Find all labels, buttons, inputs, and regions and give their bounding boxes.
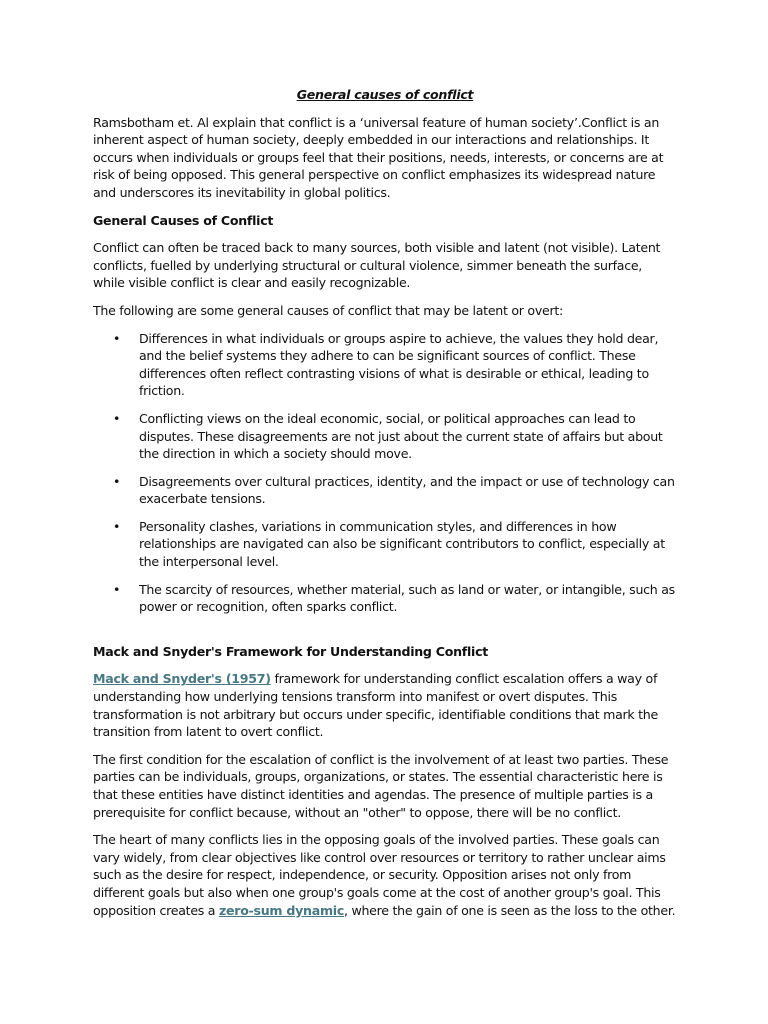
framework-paragraph [93, 670, 677, 740]
mack-snyder-citation-link[interactable]: Mack and Snyder's (1957) [93, 671, 271, 687]
conflict-sources-paragraph: Conflict can often be traced back to many sources, both visible and latent (not visible). Latent conflicts, fuelled by underlying structural or cultural violence, simmer beneath the surface, while visible conflict is clear and easily recognizable. [93, 240, 661, 291]
opposing-goals-paragraph [93, 831, 677, 919]
zero-sum-dynamic-link[interactable]: zero-sum dynamic [218, 902, 345, 918]
opposing-goals-text-end: , where the gain of one is seen as the loss to the other. [344, 902, 676, 918]
document-title: General causes of conflict [296, 87, 474, 102]
document-page [93, 86, 677, 929]
intro-paragraph: Ramsbotham et. Al explain that conflict is a ‘universal feature of human society’.Conflict is an inherent aspect of human society, deeply embedded in our interactions and relationships. It occurs when individuals or groups feel that their positions, needs, interests, or concerns are at risk of being opposed. This general perspective on conflict emphasizes its widespread nature and underscores its inevitability in global politics. [93, 114, 664, 200]
bullet-icon: • [113, 330, 121, 346]
list-item-text: Differences in what individuals or groups aspire to achieve, the values they hold dear, and the belief systems they adhere to can be significant sources of conflict. These differences often reflect contrasting visions of what is desirable or ethical, leading to friction. [139, 330, 659, 399]
section-heading-general-causes: General Causes of Conflict [93, 212, 274, 228]
list-item [93, 330, 677, 400]
list-item-text: Conflicting views on the ideal economic, social, or political approaches can lead to disputes. These disagreements are not just about the current state of affairs but about the direction in which a society should move. [139, 410, 663, 462]
list-item [93, 518, 677, 571]
bullet-icon: • [113, 518, 121, 534]
framework-paragraph-text: framework for understanding conflict escalation offers a way of understanding how underlying tensions transform into manifest or overt disputes. This transformation is not arbitrary but occurs under specific, identifiable conditions that mark the transition from latent to overt conflict. [93, 671, 658, 740]
causes-list [93, 330, 677, 616]
list-item-text: Personality clashes, variations in communication styles, and differences in how relationships are navigated can also be significant contributors to conflict, especially at the interpersonal level. [139, 518, 665, 570]
section-heading-mack-snyder: Mack and Snyder's Framework for Understanding Conflict [93, 643, 488, 659]
opposing-goals-text: The heart of many conflicts lies in the opposing goals of the involved parties. These goals can vary widely, from clear objectives like control over resources or territory to rather unclear aims such as the desire for respect, independence, or security. Opposition arises not only from different goals but also when one group's goals come at the cost of another group's goal. This opposition creates a [93, 832, 666, 918]
list-item-text: The scarcity of resources, whether material, such as land or water, or intangible, such as power or recognition, often sparks conflict. [139, 581, 675, 615]
bullet-icon: • [113, 473, 121, 489]
bullet-icon: • [113, 410, 121, 426]
bullet-icon: • [113, 581, 121, 597]
first-condition-paragraph: The first condition for the escalation of conflict is the involvement of at least two parties. These parties can be individuals, groups, organizations, or states. The essential characteristic here is that these entities have distinct identities and agendas. The presence of multiple parties is a prerequisite for conflict because, without an "other" to oppose, there will be no conflict. [93, 751, 669, 820]
list-item [93, 473, 677, 508]
list-item [93, 581, 677, 616]
list-item [93, 410, 677, 463]
list-intro-paragraph: The following are some general causes of conflict that may be latent or overt: [93, 302, 564, 318]
list-item-text: Disagreements over cultural practices, identity, and the impact or use of technology can exacerbate tensions. [139, 473, 675, 507]
